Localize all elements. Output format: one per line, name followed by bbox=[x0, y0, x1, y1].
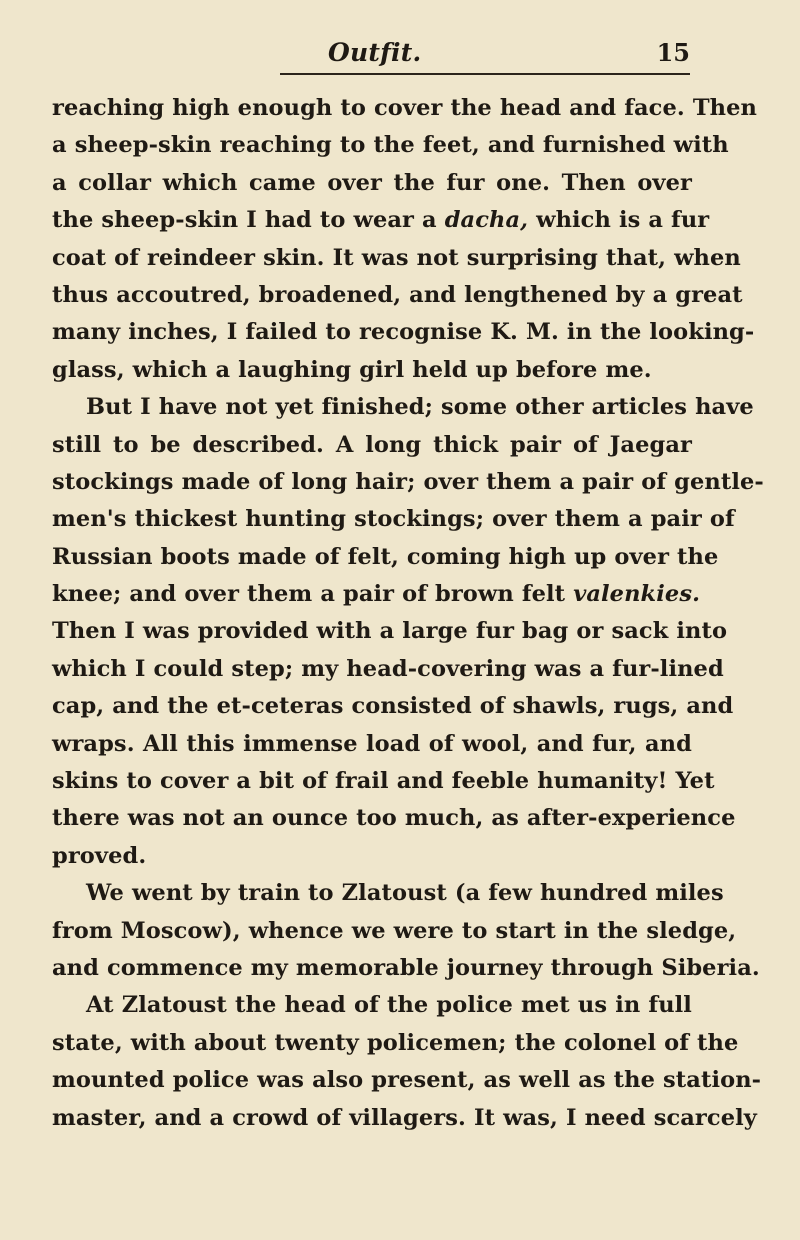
text-line: there was not an ounce too much, as after-experience bbox=[52, 805, 736, 832]
text-line: thus accoutred, broadened, and lengthened by a great bbox=[52, 281, 743, 308]
text-line: mounted police was also present, as well as the station- bbox=[52, 1067, 762, 1094]
text-line: men's thickest hunting stockings; over them a pair of bbox=[52, 506, 735, 533]
text-line: and commence my memorable journey through Siberia. bbox=[52, 954, 760, 981]
text-line: glass, which a laughing girl held up before me. bbox=[52, 356, 652, 383]
text-line: wraps. All this immense load of wool, and fur, and bbox=[52, 730, 692, 757]
text-line: But I have not yet finished; some other articles have bbox=[86, 394, 754, 421]
text-line: reaching high enough to cover the head and face. Then bbox=[52, 95, 757, 121]
text-line: a sheep-skin reaching to the feet, and furnished with bbox=[52, 132, 729, 159]
text-line: which I could step; my head-covering was a fur-lined bbox=[52, 655, 724, 682]
text-line: At Zlatoust the head of the police met us in full bbox=[86, 992, 692, 1019]
header-rule bbox=[280, 73, 690, 75]
text-line: cap, and the et-ceteras consisted of shawls, rugs, and bbox=[52, 693, 734, 720]
text-line: coat of reindeer skin. It was not surprising that, when bbox=[52, 244, 741, 271]
text-line: We went by train to Zlatoust (a few hundred miles bbox=[86, 880, 724, 907]
text-line: proved. bbox=[52, 842, 147, 869]
text-line: knee; and over them a pair of brown felt valenkies. bbox=[52, 581, 701, 608]
text-line: master, and a crowd of villagers. It was, I need scarcely bbox=[52, 1104, 757, 1131]
running-title: Outfit. bbox=[328, 38, 422, 67]
text-line: Then I was provided with a large fur bag or sack into bbox=[52, 618, 728, 645]
page-number: 15 bbox=[656, 38, 690, 67]
text-line: state, with about twenty policemen; the colonel of the bbox=[52, 1029, 739, 1056]
text-line: a collar which came over the fur one. Then over bbox=[52, 169, 692, 196]
text-line: the sheep-skin I had to wear a dacha, which is a fur bbox=[52, 207, 710, 234]
body-text bbox=[52, 90, 764, 1137]
text-line: stockings made of long hair; over them a pair of gentle- bbox=[52, 468, 764, 495]
text-line: many inches, I failed to recognise K. M. in the looking- bbox=[52, 319, 755, 346]
text-line: skins to cover a bit of frail and feeble humanity! Yet bbox=[52, 768, 715, 795]
page-header bbox=[50, 38, 690, 78]
text-line: from Moscow), whence we were to start in the sledge, bbox=[52, 917, 737, 944]
text-line: Russian boots made of felt, coming high up over the bbox=[52, 543, 719, 570]
text-line: still to be described. A long thick pair of Jaegar bbox=[52, 431, 692, 458]
